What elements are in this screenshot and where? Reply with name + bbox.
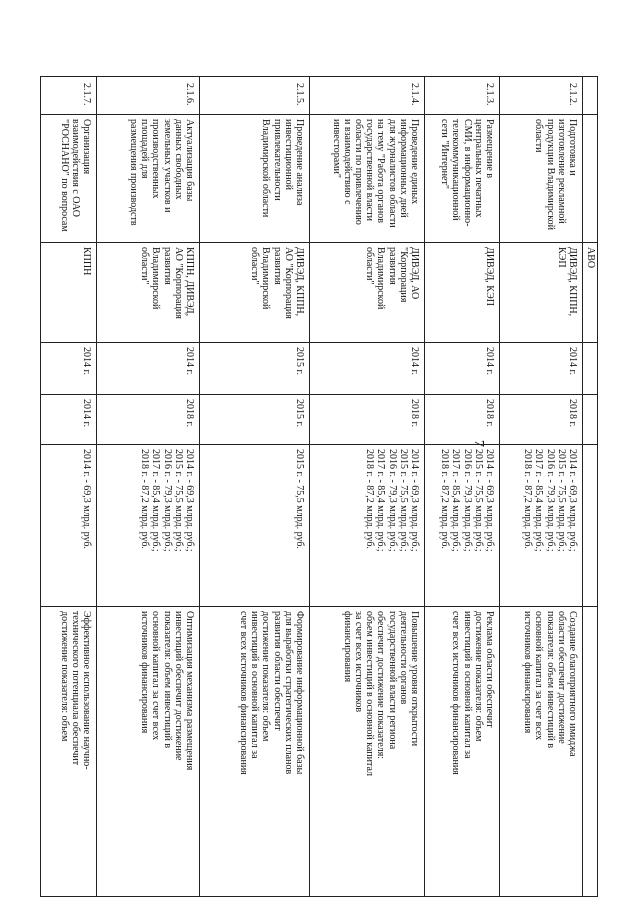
- cell-start-year: 2014 г.: [40, 343, 96, 395]
- cell-event-name: Проведение анализа инвестиционной привлекательности Владимирской области: [199, 115, 309, 243]
- header-cell-executor: АВО: [582, 243, 597, 343]
- cell-executor: ДИВЭД, КППН, АО "Корпорация развития Владимирской области": [199, 243, 309, 343]
- cell-event-name: Размещение в центральных печатных СМИ, в информационно- телекоммуникационной сети "Интернет": [424, 115, 499, 243]
- cell-end-year: 2014 г.: [40, 395, 96, 445]
- cell-executor: ДИВЭД, КППН, КЭП: [499, 243, 582, 343]
- cell-end-year: 2015 г.: [199, 395, 309, 445]
- header-cell: [582, 445, 597, 607]
- cell-end-year: 2018 г.: [499, 395, 582, 445]
- cell-funding-volume: 2014 г. - 69,3 млрд. руб.; 2015 г. - 75,5 млрд. руб.; 2016 г. - 79,3 млрд. руб.; 2017 г. - 85,4 млрд. руб.; 2018 г. - 87,2 млрд. руб.: [309, 445, 424, 607]
- cell-start-year: 2014 г.: [424, 343, 499, 395]
- cell-funding-volume: 2014 г. - 69,3 млрд. руб.; 2015 г. - 75,5 млрд. руб.; 2016 г. - 79,3 млрд. руб.; 2017 г. - 85,4 млрд. руб.; 2018 г. - 87,2 млрд. руб.: [424, 445, 499, 607]
- page-number: 7: [471, 440, 486, 447]
- cell-end-year: 2018 г.: [309, 395, 424, 445]
- cell-expected-result: Повышение уровня открытости деятельности органов государственной власти региона обеспечит достижение показателя: объем инвестиций в основной капитал за счет всех источников финансирования: [309, 607, 424, 897]
- cell-event-name: Актуализация базы данных свободных земельных участков и производственных площадей для размещения производств: [96, 115, 199, 243]
- cell-item-number: 2.1.6.: [96, 77, 199, 115]
- header-cell: [582, 395, 597, 445]
- cell-end-year: 2018 г.: [96, 395, 199, 445]
- cell-end-year: 2018 г.: [424, 395, 499, 445]
- cell-start-year: 2015 г.: [199, 343, 309, 395]
- cell-expected-result: Эффективное использование научно- технического потенциала обеспечит достижение показателя: объем: [40, 607, 96, 897]
- cell-item-number: 2.1.3.: [424, 77, 499, 115]
- cell-event-name: Проведение единых информационных дней для журналистов области на тему "Работа органов государственной власти области по привлечению и взаимодействию с инвесторами": [309, 115, 424, 243]
- cell-funding-volume: 2014 г. - 69,3 млрд. руб.: [40, 445, 96, 607]
- header-cell: [582, 343, 597, 395]
- cell-expected-result: Оптимизация механизма размещения инвестиций обеспечит достижение показателя: объем инвестиций в основной капитал за счет всех источников финансирования: [96, 607, 199, 897]
- cell-item-number: 2.1.5.: [199, 77, 309, 115]
- cell-start-year: 2014 г.: [499, 343, 582, 395]
- cell-expected-result: Реклама области обеспечит достижение показателя: объем инвестиций в основной капитал за счет всех источников финансирования: [424, 607, 499, 897]
- cell-expected-result: Создание благоприятного имиджа области обеспечит достижение показателя: объем инвестиций в основной капитал за счет всех источников финансирования: [499, 607, 582, 897]
- cell-expected-result: Формирование информационной базы для выработки стратегических планов развития области обеспечит достижение показателя: объем инвестиций в основной капитал за счет всех источников финансирования: [199, 607, 309, 897]
- cell-item-number: 2.1.2.: [499, 77, 582, 115]
- program-table: [40, 76, 598, 897]
- cell-item-number: 2.1.7.: [40, 77, 96, 115]
- header-cell: [582, 115, 597, 243]
- header-cell: [582, 607, 597, 897]
- cell-executor: ДИВЭД, КЭП: [424, 243, 499, 343]
- cell-executor: КППН: [40, 243, 96, 343]
- cell-start-year: 2014 г.: [309, 343, 424, 395]
- cell-funding-volume: 2014 г. - 69,3 млрд. руб.; 2015 г. - 75,5 млрд. руб.; 2016 г. - 79,3 млрд. руб.; 2017 г. - 85,4 млрд. руб.; 2018 г. - 87,2 млрд. руб.: [499, 445, 582, 607]
- cell-executor: КППН, ДИВЭД, АО "Корпорация развития Владимирской области": [96, 243, 199, 343]
- cell-event-name: Организация взаимодействия с ОАО "РОСНАНО" по вопросам: [40, 115, 96, 243]
- cell-funding-volume: 2014 г. - 69,3 млрд. руб.; 2015 г. - 75,5 млрд. руб.; 2016 г. - 79,3 млрд. руб.; 2017 г. - 85,4 млрд. руб.; 2018 г. - 87,2 млрд. руб.: [96, 445, 199, 607]
- cell-start-year: 2014 г.: [96, 343, 199, 395]
- cell-funding-volume: 2015 г. - 75,5 млрд. руб.: [199, 445, 309, 607]
- header-cell: [582, 77, 597, 115]
- cell-executor: ДИВЭД, АО "Корпорация развития Владимирской области": [309, 243, 424, 343]
- cell-event-name: Подготовка и изготовление рекламной продукции Владимирской области: [499, 115, 582, 243]
- cell-item-number: 2.1.4.: [309, 77, 424, 115]
